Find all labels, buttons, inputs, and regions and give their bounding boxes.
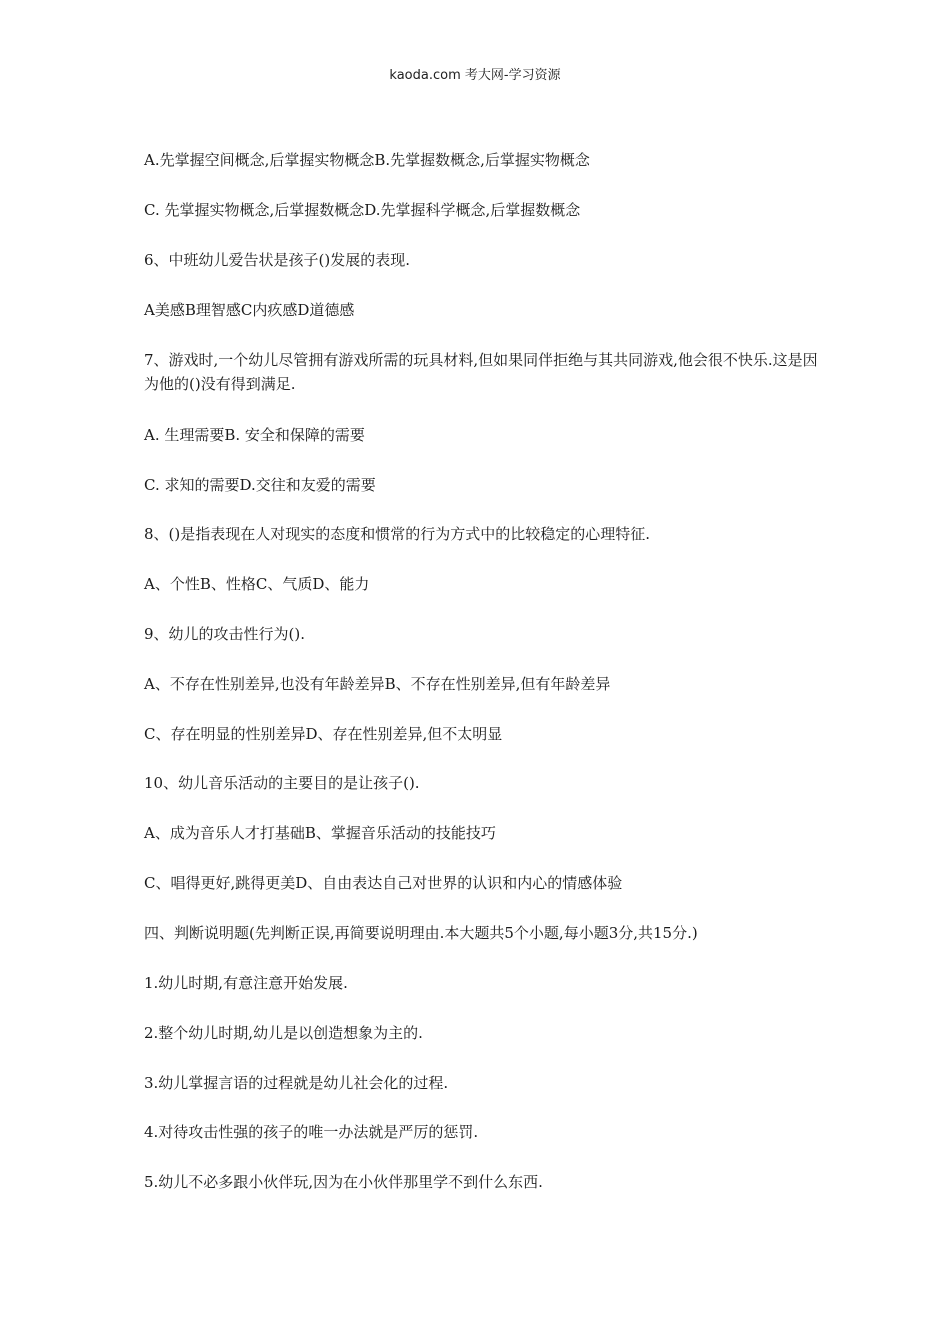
judgment-item-5: 5.幼儿不必多跟小伙伴玩,因为在小伙伴那里学不到什么东西. <box>144 1173 543 1191</box>
question-8: 8、()是指表现在人对现实的态度和惯常的行为方式中的比较稳定的心理特征. <box>144 525 651 543</box>
option-line-7cd: C. 求知的需要D.交往和友爱的需要 <box>144 476 376 494</box>
option-line-8: A、个性B、性格C、气质D、能力 <box>144 575 370 593</box>
option-line-6: A美感B理智感C内疚感D道德感 <box>144 301 355 319</box>
option-line-5cd: C. 先掌握实物概念,后掌握数概念D.先掌握科学概念,后掌握数概念 <box>144 201 581 219</box>
option-line-5ab: A.先掌握空间概念,后掌握实物概念B.先掌握数概念,后掌握实物概念 <box>144 151 590 169</box>
page-header: kaoda.com 考大网-学习资源 <box>389 68 561 83</box>
option-line-9ab: A、不存在性别差异,也没有年龄差异B、不存在性别差异,但有年龄差异 <box>144 675 611 693</box>
option-line-9cd: C、存在明显的性别差异D、存在性别差异,但不太明显 <box>144 725 503 743</box>
judgment-item-3: 3.幼儿掌握言语的过程就是幼儿社会化的过程. <box>144 1074 449 1092</box>
question-10: 10、幼儿音乐活动的主要目的是让孩子(). <box>144 774 420 792</box>
question-9: 9、幼儿的攻击性行为(). <box>144 625 306 643</box>
question-7: 7、游戏时,一个幼儿尽管拥有游戏所需的玩具材料,但如果同伴拒绝与其共同游戏,他会很不快乐.这是因为他的()没有得到满足. <box>144 351 818 393</box>
question-6: 6、中班幼儿爱告状是孩子()发展的表现. <box>144 251 411 269</box>
option-line-10cd: C、唱得更好,跳得更美D、自由表达自己对世界的认识和内心的情感体验 <box>144 874 623 892</box>
judgment-item-4: 4.对待攻击性强的孩子的唯一办法就是严厉的惩罚. <box>144 1123 479 1141</box>
section-4-heading: 四、判断说明题(先判断正误,再简要说明理由.本大题共5个小题,每小题3分,共15分.) <box>144 924 698 942</box>
judgment-item-2: 2.整个幼儿时期,幼儿是以创造想象为主的. <box>144 1024 423 1042</box>
option-line-7ab: A. 生理需要B. 安全和保障的需要 <box>144 426 365 444</box>
option-line-10ab: A、成为音乐人才打基础B、掌握音乐活动的技能技巧 <box>144 824 496 842</box>
judgment-item-1: 1.幼儿时期,有意注意开始发展. <box>144 974 348 992</box>
